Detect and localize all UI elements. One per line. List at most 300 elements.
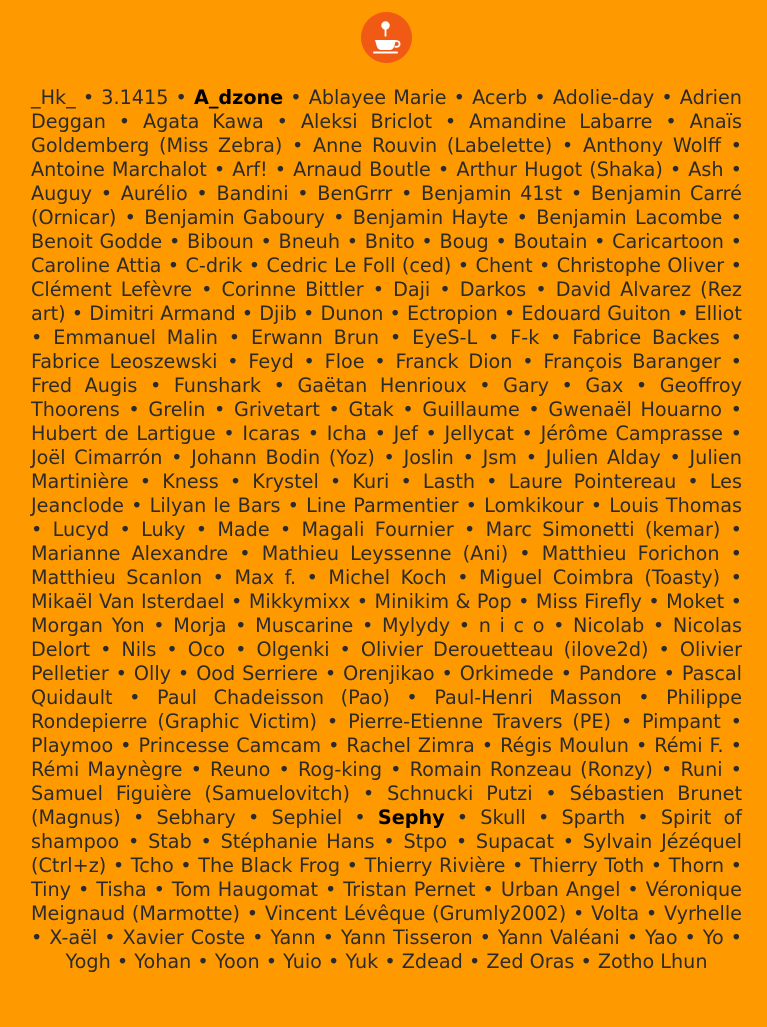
credit-name: Franck Dion <box>395 350 513 373</box>
credit-name: Ectropion <box>407 302 498 325</box>
credit-name: Adolie-day <box>552 86 655 109</box>
separator: • <box>383 302 407 325</box>
credit-name: Sébastien Brunet (Magnus) <box>31 782 742 829</box>
separator: • <box>112 686 158 709</box>
credit-name: Fabrice Leoszewski <box>31 350 218 373</box>
separator: • <box>513 422 541 445</box>
credit-name: The Black Frog <box>198 854 341 877</box>
separator: • <box>270 758 298 781</box>
separator: • <box>719 326 742 349</box>
credit-name: Olgenki <box>256 638 330 661</box>
separator: • <box>293 350 325 373</box>
credits-list <box>31 86 742 974</box>
separator: • <box>720 566 742 589</box>
credit-name: Thorn <box>668 854 725 877</box>
separator: • <box>723 158 742 181</box>
credit-name: Playmoo <box>31 734 114 757</box>
credit-name: Vincent Lévêque (Grumly2002) <box>264 902 567 925</box>
credit-name: BenGrrr <box>317 182 393 205</box>
separator: • <box>623 374 660 397</box>
separator: • <box>144 614 174 637</box>
separator: • <box>430 158 457 181</box>
credit-name: Rémi F. <box>654 734 724 757</box>
separator: • <box>676 470 710 493</box>
separator: • <box>283 86 309 109</box>
separator: • <box>444 806 481 829</box>
credit-name: Sephy <box>377 806 445 829</box>
separator: • <box>719 542 742 565</box>
credit-name: Auguy <box>31 182 92 205</box>
separator: • <box>566 902 592 925</box>
separator: • <box>720 134 742 157</box>
separator: • <box>434 662 460 685</box>
separator: • <box>532 254 557 277</box>
separator: • <box>156 638 188 661</box>
credit-name: Vyrhelle <box>664 902 742 925</box>
credit-name: Fred Augis <box>31 374 138 397</box>
separator: • <box>217 326 251 349</box>
separator: • <box>451 254 476 277</box>
credit-name: Lasth <box>422 470 476 493</box>
separator: • <box>282 134 314 157</box>
credit-name: Grivetart <box>233 398 320 421</box>
separator: • <box>235 302 260 325</box>
separator: • <box>562 182 591 205</box>
separator: • <box>724 854 742 877</box>
credit-name: Magali Fournier <box>301 518 454 541</box>
credit-name: Olivier Pelletier <box>31 638 742 685</box>
credit-name: Minikim & Pop <box>374 590 512 613</box>
separator: • <box>192 278 222 301</box>
separator: • <box>374 446 404 469</box>
separator: • <box>447 830 476 853</box>
separator: • <box>300 422 327 445</box>
credit-name: Zdead <box>401 950 463 973</box>
separator: • <box>317 662 344 685</box>
separator: • <box>225 638 257 661</box>
separator: • <box>587 230 613 253</box>
credit-name: Jellycat <box>444 422 514 445</box>
credit-name: Pascal Quidault <box>31 662 742 709</box>
separator: • <box>109 518 142 541</box>
credit-name: Caroline Attia <box>31 254 162 277</box>
credit-name: Véronique Meignaud (Marmotte) <box>31 878 742 925</box>
separator: • <box>106 854 131 877</box>
separator: • <box>108 662 134 685</box>
credit-name: Biboun <box>187 230 254 253</box>
separator: • <box>639 902 665 925</box>
separator: • <box>382 758 410 781</box>
separator: • <box>393 398 423 421</box>
credit-name: Volta <box>591 902 640 925</box>
separator: • <box>267 158 294 181</box>
credit-name: Xavier Coste <box>122 926 246 949</box>
credit-name: Anaïs Goldemberg (Miss Zebra) <box>31 110 742 157</box>
separator: • <box>321 950 346 973</box>
credit-name: Yoon <box>214 950 260 973</box>
credit-name: Nicolab <box>573 614 645 637</box>
separator: • <box>139 470 163 493</box>
credit-name: Spirit of shampoo <box>31 806 742 853</box>
separator: • <box>162 446 192 469</box>
separator: • <box>453 446 483 469</box>
separator: • <box>723 926 742 949</box>
separator: • <box>525 806 562 829</box>
credit-name: Anthony Wolff <box>582 134 721 157</box>
credit-name: Urban Angel <box>500 878 621 901</box>
credit-name: Benjamin Carré (Ornicar) <box>31 182 742 229</box>
separator: • <box>296 566 329 589</box>
separator: • <box>182 758 211 781</box>
credit-name: Miss Firefly <box>535 590 642 613</box>
separator: • <box>519 398 549 421</box>
credit-name: Lilyan le Bars <box>149 494 281 517</box>
separator: • <box>280 494 307 517</box>
credit-name: Caricartoon <box>612 230 724 253</box>
separator: • <box>527 86 553 109</box>
credit-name: Kuri <box>352 470 390 493</box>
credit-name: Gaëtan Henrioux <box>297 374 467 397</box>
credit-name: Bnito <box>364 230 415 253</box>
credit-name: Krystel <box>252 470 319 493</box>
separator: • <box>119 830 149 853</box>
credit-name: Cedric Le Foll (ced) <box>266 254 452 277</box>
separator: • <box>532 782 570 805</box>
credit-name: Lucyd <box>52 518 110 541</box>
separator: • <box>350 590 375 613</box>
separator: • <box>512 350 544 373</box>
separator: • <box>662 158 689 181</box>
separator: • <box>552 134 583 157</box>
separator: • <box>446 86 473 109</box>
separator: • <box>162 230 188 253</box>
separator: • <box>462 950 487 973</box>
credit-name: Yuk <box>345 950 379 973</box>
separator: • <box>224 590 249 613</box>
separator: • <box>453 518 486 541</box>
credit-name: Yogh <box>65 950 111 973</box>
separator: • <box>90 638 122 661</box>
credit-name: Benjamin Lacombe <box>536 206 723 229</box>
credit-name: Gax <box>585 374 624 397</box>
separator: • <box>137 374 174 397</box>
separator: • <box>723 734 742 757</box>
separator: • <box>364 350 396 373</box>
credit-name: A_dzone <box>193 86 284 109</box>
separator: • <box>652 110 690 133</box>
separator: • <box>329 638 361 661</box>
separator: • <box>628 734 655 757</box>
separator: • <box>321 734 347 757</box>
credit-name: Funshark <box>173 374 262 397</box>
separator: • <box>392 182 422 205</box>
separator: • <box>722 422 742 445</box>
credit-name: Fabrice Backes <box>572 326 720 349</box>
credit-name: Yann <box>270 926 316 949</box>
separator: • <box>610 710 643 733</box>
credit-name: Julien Alday <box>545 446 661 469</box>
credit-name: Icaras <box>242 422 301 445</box>
credit-name: Feyd <box>248 350 294 373</box>
credit-name: Floe <box>324 350 365 373</box>
separator: • <box>620 878 646 901</box>
credit-name: Rémi Maynègre <box>31 758 183 781</box>
separator: • <box>171 662 197 685</box>
separator: • <box>340 230 365 253</box>
separator: • <box>553 614 574 637</box>
separator: • <box>414 230 440 253</box>
credit-name: Tcho <box>130 854 174 877</box>
separator: • <box>263 110 301 133</box>
credit-name: Guillaume <box>422 398 520 421</box>
separator: • <box>217 350 249 373</box>
separator: • <box>366 422 394 445</box>
separator: • <box>553 662 579 685</box>
separator: • <box>670 302 695 325</box>
separator: • <box>508 206 537 229</box>
separator: • <box>226 614 256 637</box>
credit-name: X-aël <box>49 926 98 949</box>
credit-name: Ash <box>688 158 724 181</box>
separator: • <box>466 374 504 397</box>
separator: • <box>259 950 284 973</box>
credit-name: Matthieu Scanlon <box>31 566 203 589</box>
separator: • <box>677 926 703 949</box>
credit-name: Anne Rouvin (Labelette) <box>313 134 553 157</box>
separator: • <box>511 590 536 613</box>
credit-name: Paul-Henri Masson <box>434 686 622 709</box>
separator: • <box>656 662 682 685</box>
separator: • <box>508 542 542 565</box>
separator: • <box>65 302 90 325</box>
separator: • <box>516 446 546 469</box>
credit-name: Tom Haugomat <box>171 878 319 901</box>
credit-name: Ood Serriere <box>196 662 318 685</box>
credit-name: Tisha <box>96 878 147 901</box>
separator: • <box>458 494 485 517</box>
credit-name: Sylvain Jézéquel (Ctrl+z) <box>31 830 742 877</box>
separator: • <box>124 494 150 517</box>
credit-name: Arnaud Boutle <box>293 158 431 181</box>
credit-name: Corinne Bittler <box>221 278 364 301</box>
credit-name: Elliot <box>694 302 742 325</box>
separator: • <box>187 182 217 205</box>
separator: • <box>319 398 349 421</box>
separator: • <box>625 806 661 829</box>
credit-name: Olivier Derouetteau (ilove2d) <box>360 638 649 661</box>
separator: • <box>539 326 573 349</box>
separator: • <box>318 470 353 493</box>
separator: • <box>228 542 262 565</box>
credit-name: Agata Kawa <box>143 110 264 133</box>
separator: • <box>202 566 235 589</box>
credit-name: Runi <box>680 758 723 781</box>
separator: • <box>720 350 742 373</box>
credit-name: Stéphanie Hans <box>220 830 375 853</box>
credit-name: Orkimede <box>459 662 554 685</box>
separator: • <box>242 254 267 277</box>
separator: • <box>526 278 556 301</box>
separator: • <box>626 926 645 949</box>
credit-name: 3.1415 <box>101 86 169 109</box>
credit-name: Gwenaël Houarno <box>548 398 722 421</box>
credit-name: Schnucki Putzi <box>387 782 533 805</box>
credit-name: Luky <box>141 518 186 541</box>
credit-name: Pandore <box>578 662 657 685</box>
credit-name: Jef <box>393 422 418 445</box>
separator: • <box>724 590 742 613</box>
cup-with-lightbulb-icon <box>361 12 412 63</box>
separator: • <box>379 326 413 349</box>
credit-name: Amandine Labarre <box>469 110 653 133</box>
credit-name: Gtak <box>348 398 394 421</box>
credit-name: Thierry Rivière <box>364 854 506 877</box>
separator: • <box>288 182 318 205</box>
separator: • <box>116 206 145 229</box>
credit-name: Michel Koch <box>328 566 447 589</box>
credit-name: Princesse Camcam <box>138 734 322 757</box>
credit-name: Samuel Figuière (Samuelovitch) <box>31 782 350 805</box>
credit-name: Geoffroy Thoorens <box>31 374 742 421</box>
separator: • <box>475 878 501 901</box>
credit-name: Bandini <box>216 182 289 205</box>
separator: • <box>644 614 673 637</box>
credit-name: Matthieu Forichon <box>541 542 720 565</box>
credit-name: Orenjikao <box>343 662 435 685</box>
separator: • <box>70 878 97 901</box>
separator: • <box>215 422 243 445</box>
separator: • <box>261 374 298 397</box>
credit-name: Yuio <box>283 950 322 973</box>
credit-name: Max f. <box>234 566 297 589</box>
credit-name: C-drik <box>185 254 243 277</box>
separator: • <box>105 110 143 133</box>
credit-name: Zotho Lhun <box>597 950 708 973</box>
separator: • <box>477 326 511 349</box>
separator: • <box>315 926 341 949</box>
separator: • <box>113 734 139 757</box>
separator: • <box>722 758 743 781</box>
credit-name: Philippe Rondepierre (Graphic Victim) <box>31 686 742 733</box>
separator: • <box>31 926 50 949</box>
credit-name: Aleksi Briclot <box>300 110 432 133</box>
credit-name: Romain Ronzeau (Ronzy) <box>409 758 653 781</box>
credit-name: Benjamin Gaboury <box>144 206 325 229</box>
credit-name: Darkos <box>459 278 527 301</box>
separator: • <box>363 278 394 301</box>
credit-name: Nils <box>121 638 157 661</box>
credit-name: Marc Simonetti (kemar) <box>485 518 721 541</box>
credit-name: Paul Chadeisson (Pao) <box>157 686 390 709</box>
credit-name: Supacat <box>475 830 555 853</box>
credit-name: Oco <box>187 638 226 661</box>
separator: • <box>450 614 479 637</box>
separator: • <box>161 254 186 277</box>
credit-name: Stpo <box>403 830 448 853</box>
separator: • <box>245 926 271 949</box>
credit-name: Marianne Alexandre <box>31 542 229 565</box>
credit-name: Erwann Brun <box>251 326 380 349</box>
credit-name: Yann Valéani <box>497 926 627 949</box>
credit-name: Nicolas Delort <box>31 614 742 661</box>
credit-name: Mylydy <box>381 614 451 637</box>
credit-name: Daji <box>393 278 431 301</box>
separator: • <box>389 470 423 493</box>
credit-name: Boug <box>439 230 489 253</box>
credit-name: Morja <box>173 614 227 637</box>
credit-name: Muscarine <box>255 614 354 637</box>
credit-name: Morgan Yon <box>31 614 145 637</box>
credit-name: Rachel Zimra <box>346 734 475 757</box>
credit-name: F-k <box>510 326 540 349</box>
separator: • <box>31 518 53 541</box>
separator: • <box>235 806 272 829</box>
separator: • <box>253 230 279 253</box>
separator: • <box>75 86 102 109</box>
separator: • <box>191 950 215 973</box>
credit-name: Sephiel <box>271 806 343 829</box>
credit-name: Arthur Hugot (Shaka) <box>456 158 663 181</box>
credit-name: Tiny <box>31 878 71 901</box>
credit-name: François Baranger <box>543 350 721 373</box>
separator: • <box>185 518 218 541</box>
separator: • <box>497 302 522 325</box>
separator: • <box>650 854 669 877</box>
credit-name: Yo <box>702 926 724 949</box>
credit-name: Stab <box>148 830 192 853</box>
separator: • <box>173 854 199 877</box>
logo <box>361 12 412 63</box>
credit-name: Antoine Marchalot <box>31 158 207 181</box>
separator: • <box>318 878 344 901</box>
credit-name: Mikaël Van Isterdael <box>31 590 225 613</box>
separator: • <box>168 86 194 109</box>
credit-name: Ablayee Marie <box>308 86 447 109</box>
separator: • <box>91 182 121 205</box>
separator: • <box>417 422 445 445</box>
separator: • <box>554 830 583 853</box>
separator: • <box>475 470 509 493</box>
separator: • <box>218 470 253 493</box>
credit-name: Louis Thomas <box>609 494 742 517</box>
credit-name: Julien Martinière <box>31 446 742 493</box>
separator: • <box>120 806 157 829</box>
credit-name: Yohan <box>134 950 192 973</box>
credit-name: Yao <box>644 926 678 949</box>
credit-name: Thierry Toth <box>529 854 651 877</box>
separator: • <box>583 494 610 517</box>
credit-name: Bneuh <box>278 230 340 253</box>
separator: • <box>488 230 514 253</box>
credit-name: Laure Pointereau <box>508 470 677 493</box>
separator: • <box>472 926 498 949</box>
credit-name: Aurélio <box>120 182 188 205</box>
credit-name: Joël Cimarrón <box>31 446 163 469</box>
separator: • <box>724 254 742 277</box>
credit-name: Yann Tisseron <box>340 926 473 949</box>
separator: • <box>350 782 388 805</box>
credit-name: Pierre-Etienne Travers (PE) <box>348 710 611 733</box>
credit-name: Benjamin 41st <box>421 182 563 205</box>
credit-name: Line Parmentier <box>306 494 459 517</box>
separator: • <box>269 518 302 541</box>
separator: • <box>324 206 353 229</box>
separator: • <box>342 806 378 829</box>
credit-name: Boutain <box>513 230 588 253</box>
credit-name: Joslin <box>403 446 454 469</box>
separator: • <box>31 326 54 349</box>
separator: • <box>432 110 470 133</box>
